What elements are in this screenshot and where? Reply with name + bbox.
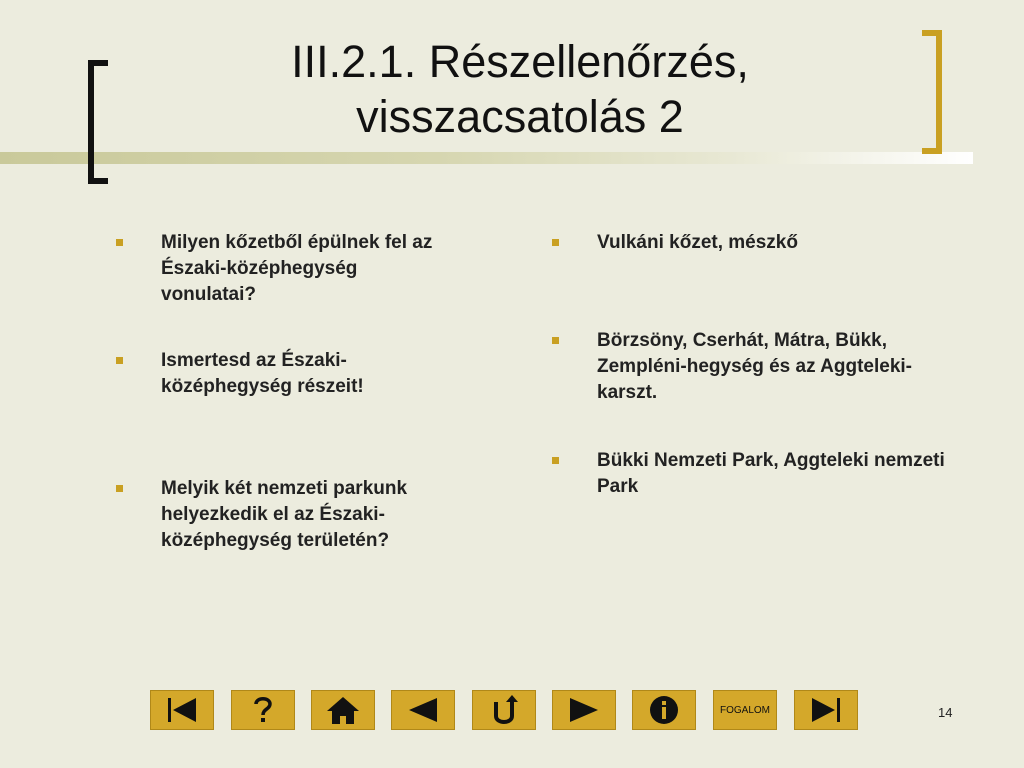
bullet-icon [116,485,123,492]
previous-button[interactable] [391,690,455,730]
slide-title [120,34,920,144]
return-button[interactable] [472,690,536,730]
right-bracket-decoration [922,30,942,154]
question-item [114,348,454,400]
bullet-icon [116,239,123,246]
title-underline-bar [0,152,973,164]
help-button[interactable] [231,690,295,730]
answer-text: Bükki Nemzeti Park, Aggteleki nemzeti Park [597,450,945,497]
first-slide-button[interactable] [150,690,214,730]
first-slide-icon [162,695,202,725]
fogalom-button[interactable] [713,690,777,730]
page-number: 14 [938,705,953,720]
left-bracket-decoration [88,60,108,184]
answer-item [550,328,960,406]
home-icon [323,694,363,726]
previous-icon [403,695,443,725]
answer-item [550,230,960,256]
answer-item [550,448,960,500]
info-button[interactable] [632,690,696,730]
question-item [114,476,454,554]
last-slide-icon [806,695,846,725]
fogalom-icon: FOGALOM [719,705,770,716]
bullet-icon [552,457,559,464]
question-text: Melyik két nemzeti parkunk helyezkedik el az Északi-középhegység területén? [161,478,408,551]
last-slide-button[interactable] [794,690,858,730]
bullet-icon [552,239,559,246]
slide-title-line-1: III.2.1. Részellenőrzés, [291,36,749,87]
info-icon [647,693,681,727]
return-icon [484,694,524,726]
question-item [114,230,454,308]
home-button[interactable] [311,690,375,730]
next-icon [564,695,604,725]
answer-text: Börzsöny, Cserhát, Mátra, Bükk, Zempléni-hegység és az Aggteleki-karszt. [597,330,912,403]
bullet-icon [116,357,123,364]
question-text: Milyen kőzetből épülnek fel az Északi-középhegység vonulatai? [161,232,433,305]
help-icon [248,693,278,727]
next-button[interactable] [552,690,616,730]
answer-text: Vulkáni kőzet, mészkő [597,232,798,253]
bullet-icon [552,337,559,344]
slide-title-line-2: visszacsatolás 2 [356,91,684,142]
question-text: Ismertesd az Északi-középhegység részeit! [161,350,364,397]
